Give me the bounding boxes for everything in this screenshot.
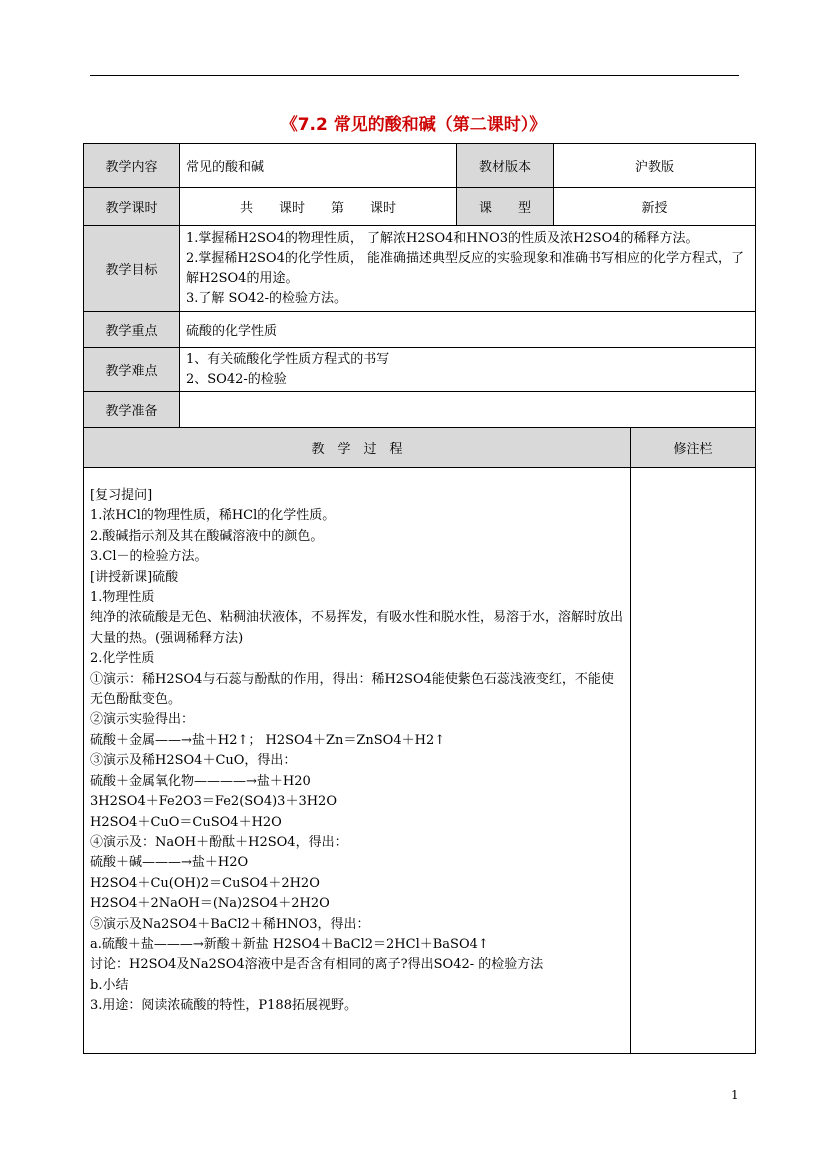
process-line: ①演示：稀H2SO4与石蕊与酚酞的作用，得出：稀H2SO4能使紫色石蕊浅液变红，不能使无色酚酞变色。	[90, 671, 614, 708]
label-type: 课 型	[457, 188, 554, 226]
process-line: 3H2SO4＋Fe2O3＝Fe2(SO4)3＋3H2O	[90, 794, 337, 810]
process-line: 硫酸＋金属氧化物————→盐＋H20	[90, 773, 311, 789]
process-line: 3.Cl－的检验方法。	[90, 549, 208, 565]
row-difficult	[84, 348, 756, 392]
row-content	[84, 144, 756, 188]
process-line: 2.化学性质	[90, 651, 155, 667]
lesson-plan-table	[83, 143, 756, 1054]
process-line: a.硫酸＋盐———→新酸＋新盐 H2SO4＋BaCl2＝2HCl＋BaSO4↑	[90, 936, 489, 952]
process-line: ②演示实验得出：	[90, 712, 195, 728]
process-line: H2SO4＋CuO＝CuSO4＋H2O	[90, 814, 282, 830]
goal-line: 2.掌握稀H2SO4的化学性质， 能准确描述典型反应的实验现象和准确书写相应的化学方程式，了解H2SO4的用途。	[186, 250, 744, 286]
process-line: 1.浓HCl的物理性质，稀HCl的化学性质。	[90, 508, 336, 524]
process-line: 硫酸＋金属——→盐＋H2↑； H2SO4＋Zn＝ZnSO4＋H2↑	[90, 732, 446, 748]
header-rule	[90, 75, 739, 76]
process-line: 硫酸＋碱———→盐＋H2O	[90, 855, 249, 871]
row-periods	[84, 188, 756, 226]
process-line: [讲授新课]硫酸	[90, 569, 179, 585]
label-difficult: 教学难点	[84, 348, 180, 392]
value-key: 硫酸的化学性质	[180, 312, 756, 348]
process-content	[84, 468, 631, 1054]
difficult-line: 2、SO42-的检验	[186, 371, 287, 387]
process-line: 3.用途：阅读浓硫酸的特性，P188拓展视野。	[90, 998, 357, 1014]
process-line: ④演示及：NaOH＋酚酞＋H2SO4，得出：	[90, 834, 348, 850]
process-line: 1.物理性质	[90, 590, 155, 606]
label-prep: 教学准备	[84, 392, 180, 428]
notes-header: 修注栏	[631, 428, 756, 468]
process-line: ⑤演示及Na2SO4＋BaCl2＋稀HNO3，得出：	[90, 916, 370, 932]
goal-line: 1.掌握稀H2SO4的物理性质， 了解浓H2SO4和HNO3的性质及浓H2SO4的稀释方法。	[186, 230, 699, 246]
label-goals: 教学目标	[84, 226, 180, 312]
page-number: 1	[731, 1088, 739, 1102]
value-goals	[180, 226, 756, 312]
process-line: H2SO4＋Cu(OH)2＝CuSO4＋2H2O	[90, 875, 320, 891]
process-line: ③演示及稀H2SO4＋CuO，得出：	[90, 753, 297, 769]
label-key: 教学重点	[84, 312, 180, 348]
process-line: b.小结	[90, 977, 129, 993]
row-process-content	[84, 468, 756, 1054]
process-line: 2.酸碱指示剂及其在酸碱溶液中的颜色。	[90, 528, 324, 544]
row-key	[84, 312, 756, 348]
value-difficult	[180, 348, 756, 392]
label-periods: 教学课时	[84, 188, 180, 226]
document-title: 《7.2 常见的酸和碱（第二课时）》	[280, 115, 547, 135]
goal-line: 3.了解 SO42-的检验方法。	[186, 290, 348, 306]
value-type: 新授	[554, 188, 756, 226]
difficult-line: 1、有关硫酸化学性质方程式的书写	[186, 351, 390, 367]
row-prep	[84, 392, 756, 428]
value-prep	[180, 392, 756, 428]
label-content: 教学内容	[84, 144, 180, 188]
value-edition: 沪教版	[554, 144, 756, 188]
label-edition: 教材版本	[457, 144, 554, 188]
process-line: H2SO4＋2NaOH＝(Na)2SO4＋2H2O	[90, 896, 330, 912]
process-line: 纯净的浓硫酸是无色、粘稠油状液体，不易挥发，有吸水性和脱水性，易溶于水，溶解时放出大量的热。(强调稀释方法)	[90, 610, 624, 646]
process-line: [复习提问]	[90, 488, 153, 503]
value-content: 常见的酸和碱	[180, 144, 457, 188]
value-periods: 共 课时 第 课时	[180, 188, 457, 226]
process-header: 教 学 过 程	[84, 428, 631, 468]
row-process-header	[84, 428, 756, 468]
row-goals	[84, 226, 756, 312]
notes-column	[631, 468, 756, 1054]
process-line: 讨论：H2SO4及Na2SO4溶液中是否含有相同的离子?得出SO42- 的检验方法	[90, 957, 544, 973]
